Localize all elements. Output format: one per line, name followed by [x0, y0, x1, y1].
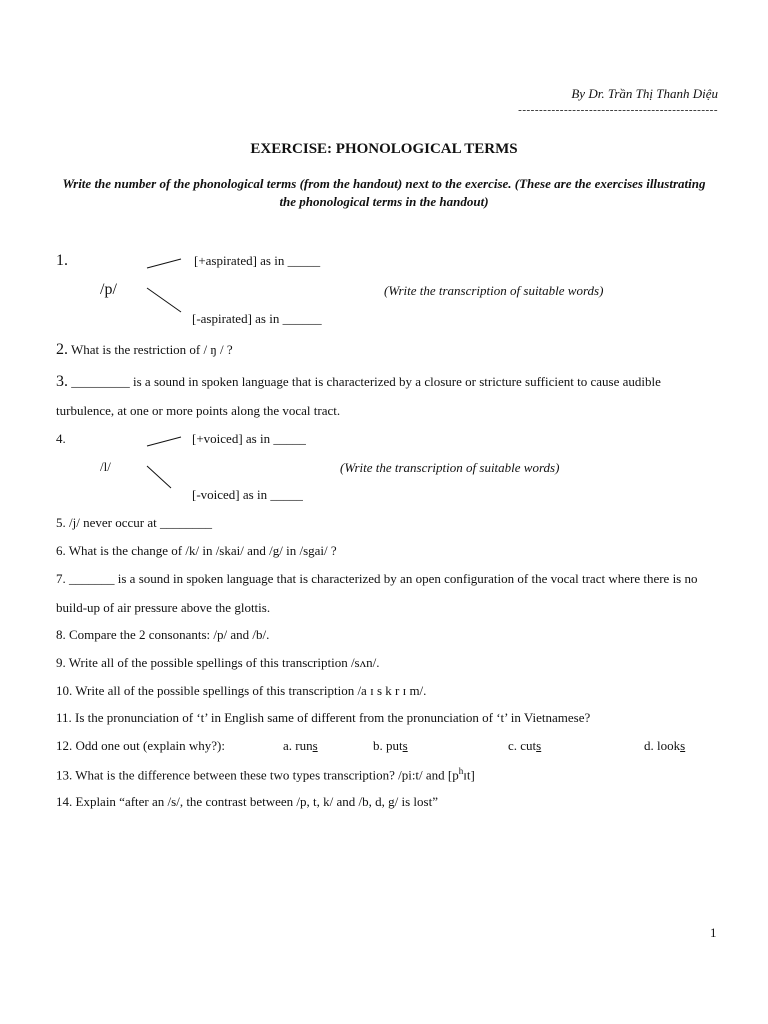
- q4-number: 4.: [56, 431, 66, 446]
- page-title: EXERCISE: PHONOLOGICAL TERMS: [250, 141, 518, 157]
- q4-note: (Write the transcription of suitable words): [340, 460, 560, 475]
- q2-number: 2.: [56, 341, 68, 358]
- q8-line: 8. Compare the 2 consonants: /p/ and /b/.: [56, 627, 270, 642]
- q12-option-c: c. cuts: [508, 738, 542, 753]
- q3-text: _________ is a sound in spoken language that is characterized by a closure or stricture sufficient to cause audible turbulence, at one or more points along the vocal tract.: [56, 374, 661, 418]
- byline-rule: ------------------------------------------------: [518, 104, 718, 116]
- q12-option-d: d. looks: [644, 738, 686, 753]
- q1-note: (Write the transcription of suitable words): [384, 283, 604, 298]
- q1-unaspirated-line: [-aspirated] as in ______: [192, 311, 322, 326]
- q6-line: 6. What is the change of /k/ in /skai/ and /g/ in /sgai/ ?: [56, 543, 337, 558]
- q4-phoneme: /l/: [100, 459, 111, 474]
- author-byline: By Dr. Trần Thị Thanh Diệu: [571, 86, 718, 101]
- q4-voiceless-line: [-voiced] as in _____: [192, 487, 303, 502]
- q2-text: What is the restriction of / ŋ / ?: [68, 342, 233, 357]
- q1-aspirated-line: [+aspirated] as in _____: [194, 253, 321, 268]
- instructions: Write the number of the phonological terms (from the handout) next to the exercise. (These are the exercises illustrating the phonological terms in the handout): [62, 176, 706, 209]
- q14-line: 14. Explain “after an /s/, the contrast between /p, t, k/ and /b, d, g/ is lost”: [56, 794, 438, 809]
- q3-number: 3.: [56, 373, 68, 390]
- q9-line: 9. Write all of the possible spellings of this transcription /sʌn/.: [56, 655, 380, 670]
- q5-line: 5. /j/ never occur at ________: [56, 515, 212, 530]
- q12-option-b: b. puts: [373, 738, 408, 753]
- q12-lead: 12. Odd one out (explain why?):: [56, 738, 225, 753]
- q4-branch-diagram: [145, 434, 185, 484]
- q11-line: 11. Is the pronunciation of ‘t’ in English same of different from the pronunciation of ‘t’ in Vietnamese?: [56, 710, 591, 725]
- page-number: 1: [710, 925, 717, 940]
- q1-phoneme: /p/: [100, 281, 117, 298]
- q13-line: 13. What is the difference between these two types transcription? /pi:t/ and $[p^hɪt]$: [56, 766, 475, 783]
- q1-branch-diagram: [145, 256, 185, 306]
- q3-paragraph: [56, 367, 718, 425]
- q2-line: [56, 341, 233, 359]
- q12-line: [56, 738, 716, 756]
- q1-number: 1.: [56, 252, 68, 269]
- q10-line: 10. Write all of the possible spellings of this transcription /a ɪ s k r ɪ m/.: [56, 683, 427, 698]
- q7-paragraph: 7. _______ is a sound in spoken language that is characterized by an open configuration of the vocal tract where there is no build-up of air pressure above the glottis.: [56, 571, 698, 615]
- q4-voiced-line: [+voiced] as in _____: [192, 431, 306, 446]
- q12-option-a: a. runs: [283, 738, 318, 753]
